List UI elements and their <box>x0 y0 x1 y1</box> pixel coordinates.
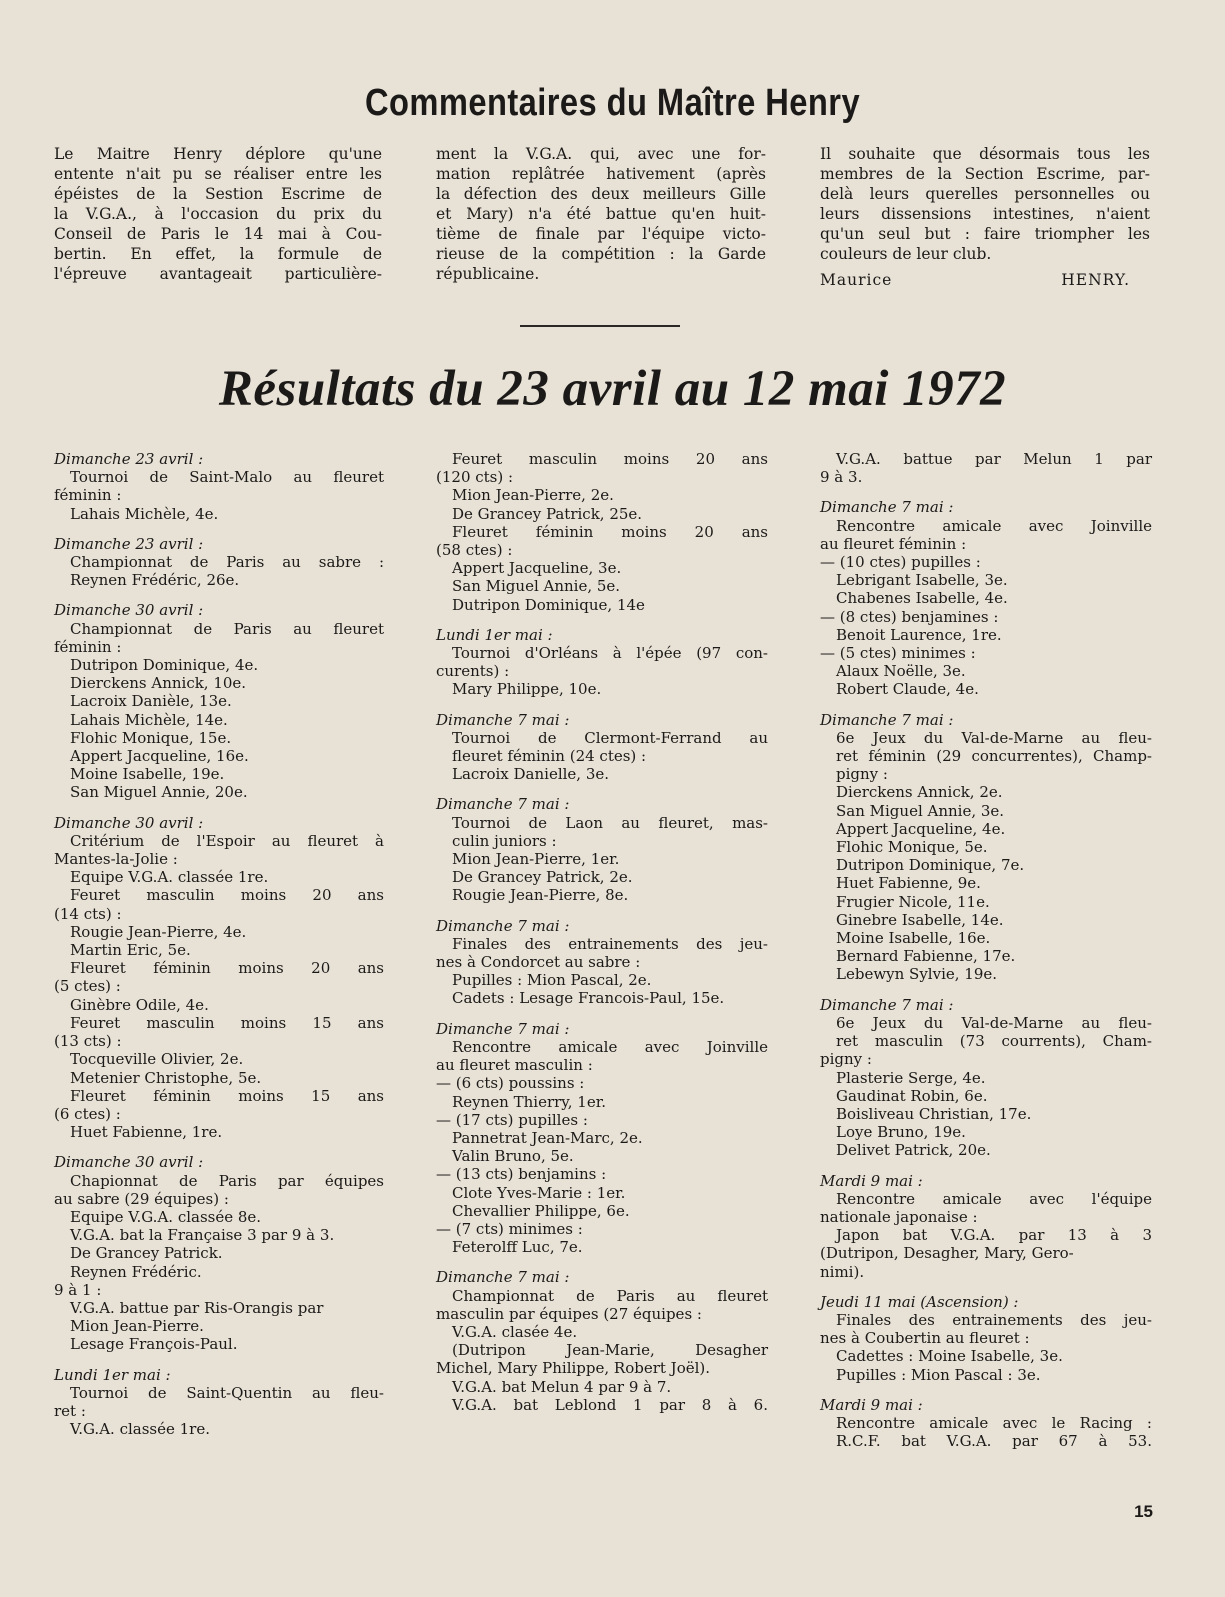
commentary-line: Le Maitre Henry déplore qu'une <box>54 145 382 163</box>
result-line: Benoit Laurence, 1re. <box>836 625 1002 644</box>
page-number: 15 <box>1134 1502 1153 1521</box>
result-line: Huet Fabienne, 1re. <box>70 1123 223 1142</box>
result-line: Reynen Frédéric, 26e. <box>70 571 240 590</box>
result-line: Appert Jacqueline, 16e. <box>70 747 249 766</box>
result-line: au sabre (29 équipes) : <box>54 1189 229 1208</box>
result-line: Lacroix Danielle, 3e. <box>452 765 610 784</box>
commentary-line: Conseil de Paris le 14 mai à Cou- <box>54 225 382 243</box>
signature: Maurice HENRY. <box>820 271 1130 289</box>
result-line: Reynen Frédéric. <box>70 1262 202 1281</box>
result-date: Dimanche 7 mai : <box>820 498 954 517</box>
result-line: 9 à 1 : <box>54 1280 102 1299</box>
result-line: Chevallier Philippe, 6e. <box>452 1201 630 1220</box>
result-line: Ginèbre Odile, 4e. <box>70 995 209 1014</box>
result-line: Huet Fabienne, 9e. <box>836 874 981 893</box>
result-entry <box>436 917 768 1008</box>
result-date: Dimanche 23 avril : <box>54 534 204 553</box>
result-line: (58 ctes) : <box>436 541 513 560</box>
result-line: V.G.A. bat la Française 3 par 9 à 3. <box>70 1226 335 1245</box>
result-entry <box>436 795 768 904</box>
result-line: V.G.A. bat Leblond 1 par 8 à 6. <box>452 1395 768 1414</box>
result-entry <box>54 601 384 801</box>
result-entry <box>820 1396 1152 1451</box>
result-date: Dimanche 23 avril : <box>54 450 204 468</box>
result-line: Lahais Michèle, 14e. <box>70 710 228 729</box>
result-line: V.G.A. bat Melun 4 par 9 à 7. <box>452 1377 672 1396</box>
result-date: Lundi 1er mai : <box>54 1365 171 1384</box>
results-title: Résultats du 23 avril au 12 mai 1972 <box>218 361 1007 417</box>
result-line: Bernard Fabienne, 17e. <box>836 947 1016 966</box>
result-line: Dierckens Annick, 10e. <box>70 674 247 693</box>
result-line: Mary Philippe, 10e. <box>452 680 602 699</box>
result-entry <box>436 711 768 784</box>
result-line: Alaux Noëlle, 3e. <box>836 662 966 681</box>
result-line: Finales des entrainements des jeu- <box>452 934 768 953</box>
result-line: Lebrigant Isabelle, 3e. <box>836 571 1008 590</box>
result-line: De Grancey Patrick. <box>70 1244 223 1263</box>
result-line: De Grancey Patrick, 25e. <box>452 504 643 523</box>
result-line: San Miguel Annie, 5e. <box>452 577 621 596</box>
result-line: Rencontre amicale avec l'équipe <box>836 1189 1152 1208</box>
result-line: Rencontre amicale avec Joinville <box>836 516 1152 535</box>
commentary-line: qu'un seul but : faire triompher les <box>820 225 1150 243</box>
result-line: culin juniors : <box>452 831 557 850</box>
result-line: Mion Jean-Pierre. <box>70 1317 204 1336</box>
commentary-line: couleurs de leur club. <box>820 245 992 263</box>
result-line: San Miguel Annie, 3e. <box>836 801 1005 820</box>
commentary-line: Il souhaite que désormais tous les <box>820 145 1150 163</box>
result-line: Lahais Michèle, 4e. <box>70 504 219 523</box>
result-line: Gaudinat Robin, 6e. <box>836 1086 988 1105</box>
result-line: Robert Claude, 4e. <box>836 680 979 699</box>
result-line: Mantes-la-Jolie : <box>54 850 178 869</box>
result-line: — (8 ctes) benjamines : <box>820 607 999 626</box>
result-line: Plasterie Serge, 4e. <box>836 1068 986 1087</box>
result-line: Tournoi de Saint-Quentin au fleu- <box>70 1383 384 1402</box>
result-line: Championnat de Paris au fleuret <box>70 619 384 638</box>
commentary-line: ment la V.G.A. qui, avec une for- <box>436 145 766 163</box>
result-line: Critérium de l'Espoir au fleuret à <box>70 831 384 850</box>
result-line: nimi). <box>820 1262 865 1281</box>
commentary-line: entente n'ait pu se réaliser entre les <box>54 165 382 183</box>
result-line: au fleuret masculin : <box>436 1056 593 1075</box>
result-entry <box>436 1020 768 1257</box>
result-line: Loye Bruno, 19e. <box>836 1123 966 1142</box>
result-line: Cadettes : Moine Isabelle, 3e. <box>836 1347 1063 1366</box>
commentary-line: rieuse de la compétition : la Garde <box>436 245 766 263</box>
result-line: Championnat de Paris au fleuret <box>452 1286 768 1305</box>
result-line: masculin par équipes (27 équipes : <box>436 1304 702 1323</box>
commentary-column-2 <box>436 144 766 284</box>
result-line: Frugier Nicole, 11e. <box>836 892 990 911</box>
result-entry <box>436 1268 768 1414</box>
result-date: Dimanche 7 mai : <box>820 710 954 729</box>
result-entry <box>54 535 384 590</box>
result-line: Flohic Monique, 15e. <box>70 728 232 747</box>
result-date: Dimanche 7 mai : <box>820 995 954 1014</box>
result-line: pigny : <box>836 765 888 784</box>
result-line: Rencontre amicale avec le Racing : <box>836 1413 1152 1432</box>
result-line: 6e Jeux du Val-de-Marne au fleu- <box>836 728 1152 747</box>
result-entry <box>820 498 1152 698</box>
result-entry <box>820 711 1152 984</box>
commentary-line: membres de la Section Escrime, par- <box>820 165 1150 183</box>
result-line: Flohic Monique, 5e. <box>836 838 988 857</box>
result-line: Mion Jean-Pierre, 2e. <box>452 486 614 505</box>
result-line: nationale japonaise : <box>820 1207 978 1226</box>
result-date: Dimanche 7 mai : <box>436 1019 570 1038</box>
results-column-1 <box>54 450 384 1450</box>
result-line: Chapionnat de Paris par équipes <box>70 1171 384 1190</box>
result-date: Dimanche 7 mai : <box>436 1268 570 1287</box>
commentary-line: et Mary) n'a été battue qu'en huit- <box>436 205 766 223</box>
result-line: féminin : <box>54 637 122 656</box>
result-line: Ginebre Isabelle, 14e. <box>836 910 1004 929</box>
result-entry <box>54 814 384 1142</box>
result-date: Dimanche 30 avril : <box>54 1153 204 1172</box>
result-entry <box>54 1153 384 1353</box>
commentary-line: épéistes de la Sestion Escrime de <box>54 185 382 203</box>
commentary-column-3 <box>820 144 1150 290</box>
result-line: Tournoi de Laon au fleuret, mas- <box>452 813 768 832</box>
result-line: Dutripon Dominique, 7e. <box>836 856 1025 875</box>
result-line: R.C.F. bat V.G.A. par 67 à 53. <box>836 1432 1152 1451</box>
result-line: Feuret masculin moins 20 ans <box>452 450 768 468</box>
commentary-line: mation replâtrée hativement (après <box>436 165 766 183</box>
result-line: Pupilles : Mion Pascal, 2e. <box>452 971 652 990</box>
result-line: Appert Jacqueline, 3e. <box>452 559 622 578</box>
result-line: curents) : <box>436 662 510 681</box>
result-line: Lesage François-Paul. <box>70 1335 238 1354</box>
result-line: Valin Bruno, 5e. <box>452 1147 574 1166</box>
result-line: Mion Jean-Pierre, 1er. <box>452 850 620 869</box>
result-date: Dimanche 30 avril : <box>54 813 204 832</box>
result-line: V.G.A. battue par Ris-Orangis par <box>70 1298 324 1317</box>
commentary-line: tième de finale par l'équipe victo- <box>436 225 766 243</box>
result-line: — (10 ctes) pupilles : <box>820 553 981 572</box>
commentary-column-1 <box>54 144 382 284</box>
result-line: (Dutripon Jean-Marie, Desagher <box>452 1341 768 1360</box>
result-line: Clote Yves-Marie : 1er. <box>452 1183 626 1202</box>
result-line: (5 ctes) : <box>54 977 121 996</box>
result-line: nes à Coubertin au fleuret : <box>820 1329 1030 1348</box>
result-line: V.G.A. clasée 4e. <box>452 1322 578 1341</box>
result-line: Lacroix Danièle, 13e. <box>70 692 232 711</box>
result-line: Reynen Thierry, 1er. <box>452 1092 607 1111</box>
results-column-3 <box>820 450 1152 1462</box>
result-line: Feterolff Luc, 7e. <box>452 1238 583 1257</box>
result-line: De Grancey Patrick, 2e. <box>452 868 633 887</box>
result-date: Dimanche 7 mai : <box>436 916 570 935</box>
result-line: Japon bat V.G.A. par 13 à 3 <box>836 1226 1152 1245</box>
result-line: Championnat de Paris au sabre : <box>70 553 384 572</box>
result-entry <box>54 1366 384 1439</box>
result-line: Fleuret féminin moins 20 ans <box>70 959 384 978</box>
commentary-line: delà leurs querelles personnelles ou <box>820 185 1150 203</box>
result-date: Dimanche 30 avril : <box>54 601 204 620</box>
section-divider <box>520 325 680 327</box>
result-line: (6 ctes) : <box>54 1104 121 1123</box>
result-entry <box>436 626 768 699</box>
result-line: pigny : <box>820 1050 872 1069</box>
result-line: Dutripon Dominique, 4e. <box>70 656 259 675</box>
result-entry <box>820 1293 1152 1384</box>
result-line: Pupilles : Mion Pascal : 3e. <box>836 1365 1041 1384</box>
result-line: Equipe V.G.A. classée 1re. <box>70 868 269 887</box>
result-line: Tournoi de Clermont-Ferrand au <box>452 728 768 747</box>
result-line: (120 cts) : <box>436 468 514 487</box>
commentary-line: l'épreuve avantageait particulière- <box>54 265 382 283</box>
result-line: Michel, Mary Philippe, Robert Joël). <box>436 1359 711 1378</box>
result-line: nes à Condorcet au sabre : <box>436 953 641 972</box>
result-line: (Dutripon, Desagher, Mary, Gero- <box>820 1244 1074 1263</box>
commentary-line: bertin. En effet, la formule de <box>54 245 382 263</box>
result-line: Dutripon Dominique, 14e <box>452 595 645 614</box>
result-line: Feuret masculin moins 15 ans <box>70 1013 384 1032</box>
result-line: — (7 cts) minimes : <box>436 1219 583 1238</box>
result-line: fleuret féminin (24 ctes) : <box>452 747 647 766</box>
result-line: ret féminin (29 concurrentes), Champ- <box>836 747 1152 766</box>
result-line: V.G.A. classée 1re. <box>70 1420 210 1439</box>
result-line: — (5 ctes) minimes : <box>820 644 976 663</box>
result-line: ret masculin (73 courrents), Cham- <box>836 1032 1152 1051</box>
result-date: Mardi 9 mai : <box>820 1395 923 1414</box>
result-line: Feuret masculin moins 20 ans <box>70 886 384 905</box>
result-line: Appert Jacqueline, 4e. <box>836 819 1006 838</box>
result-line: Dierckens Annick, 2e. <box>836 783 1003 802</box>
result-line: Moine Isabelle, 16e. <box>836 929 991 948</box>
result-line: ret : <box>54 1401 86 1420</box>
result-line: Rougie Jean-Pierre, 8e. <box>452 886 629 905</box>
commentary-line: républicaine. <box>436 265 540 283</box>
result-line: Rougie Jean-Pierre, 4e. <box>70 922 247 941</box>
result-line: Chabenes Isabelle, 4e. <box>836 589 1008 608</box>
result-date: Dimanche 7 mai : <box>436 710 570 729</box>
result-line: Lebewyn Sylvie, 19e. <box>836 965 998 984</box>
result-line: Pannetrat Jean-Marc, 2e. <box>452 1128 643 1147</box>
result-line: (13 cts) : <box>54 1032 122 1051</box>
result-line: Moine Isabelle, 19e. <box>70 765 225 784</box>
result-entry <box>436 450 768 614</box>
result-line: Tocqueville Olivier, 2e. <box>70 1050 244 1069</box>
result-line: au fleuret féminin : <box>820 534 967 553</box>
result-line: Boisliveau Christian, 17e. <box>836 1104 1032 1123</box>
result-date: Lundi 1er mai : <box>436 625 553 644</box>
result-date: Jeudi 11 mai (Ascension) : <box>820 1292 1019 1311</box>
result-line: féminin : <box>54 486 122 505</box>
result-line: Metenier Christophe, 5e. <box>70 1068 262 1087</box>
result-line: Fleuret féminin moins 15 ans <box>70 1086 384 1105</box>
result-line: Fleuret féminin moins 20 ans <box>452 522 768 541</box>
result-line: — (13 cts) benjamins : <box>436 1165 607 1184</box>
result-line: Rencontre amicale avec Joinville <box>452 1037 768 1056</box>
commentary-line: la défection des deux meilleurs Gille <box>436 185 766 203</box>
result-entry <box>820 450 1152 486</box>
result-entry <box>820 1172 1152 1281</box>
result-line: Tournoi d'Orléans à l'épée (97 con- <box>452 644 768 663</box>
results-column-2 <box>436 450 768 1426</box>
result-line: — (6 cts) poussins : <box>436 1074 585 1093</box>
result-line: Tournoi de Saint-Malo au fleuret <box>70 468 384 487</box>
result-entry <box>820 996 1152 1160</box>
result-date: Dimanche 7 mai : <box>436 795 570 814</box>
commentary-line: la V.G.A., à l'occasion du prix du <box>54 205 382 223</box>
result-line: Cadets : Lesage Francois-Paul, 15e. <box>452 989 725 1008</box>
commentary-line: leurs dissensions intestines, n'aient <box>820 205 1150 223</box>
result-entry <box>54 450 384 523</box>
result-line: V.G.A. battue par Melun 1 par <box>836 450 1152 468</box>
result-line: Delivet Patrick, 20e. <box>836 1141 991 1160</box>
result-line: Martin Eric, 5e. <box>70 941 191 960</box>
result-line: San Miguel Annie, 20e. <box>70 783 248 802</box>
commentary-title: Commentaires du Maître Henry <box>364 82 861 124</box>
result-line: Equipe V.G.A. classée 8e. <box>70 1207 262 1226</box>
result-line: (14 cts) : <box>54 904 122 923</box>
result-date: Mardi 9 mai : <box>820 1171 923 1190</box>
result-line: Finales des entrainements des jeu- <box>836 1310 1152 1329</box>
result-line: 9 à 3. <box>820 468 863 487</box>
result-line: 6e Jeux du Val-de-Marne au fleu- <box>836 1013 1152 1032</box>
result-line: — (17 cts) pupilles : <box>436 1110 588 1129</box>
